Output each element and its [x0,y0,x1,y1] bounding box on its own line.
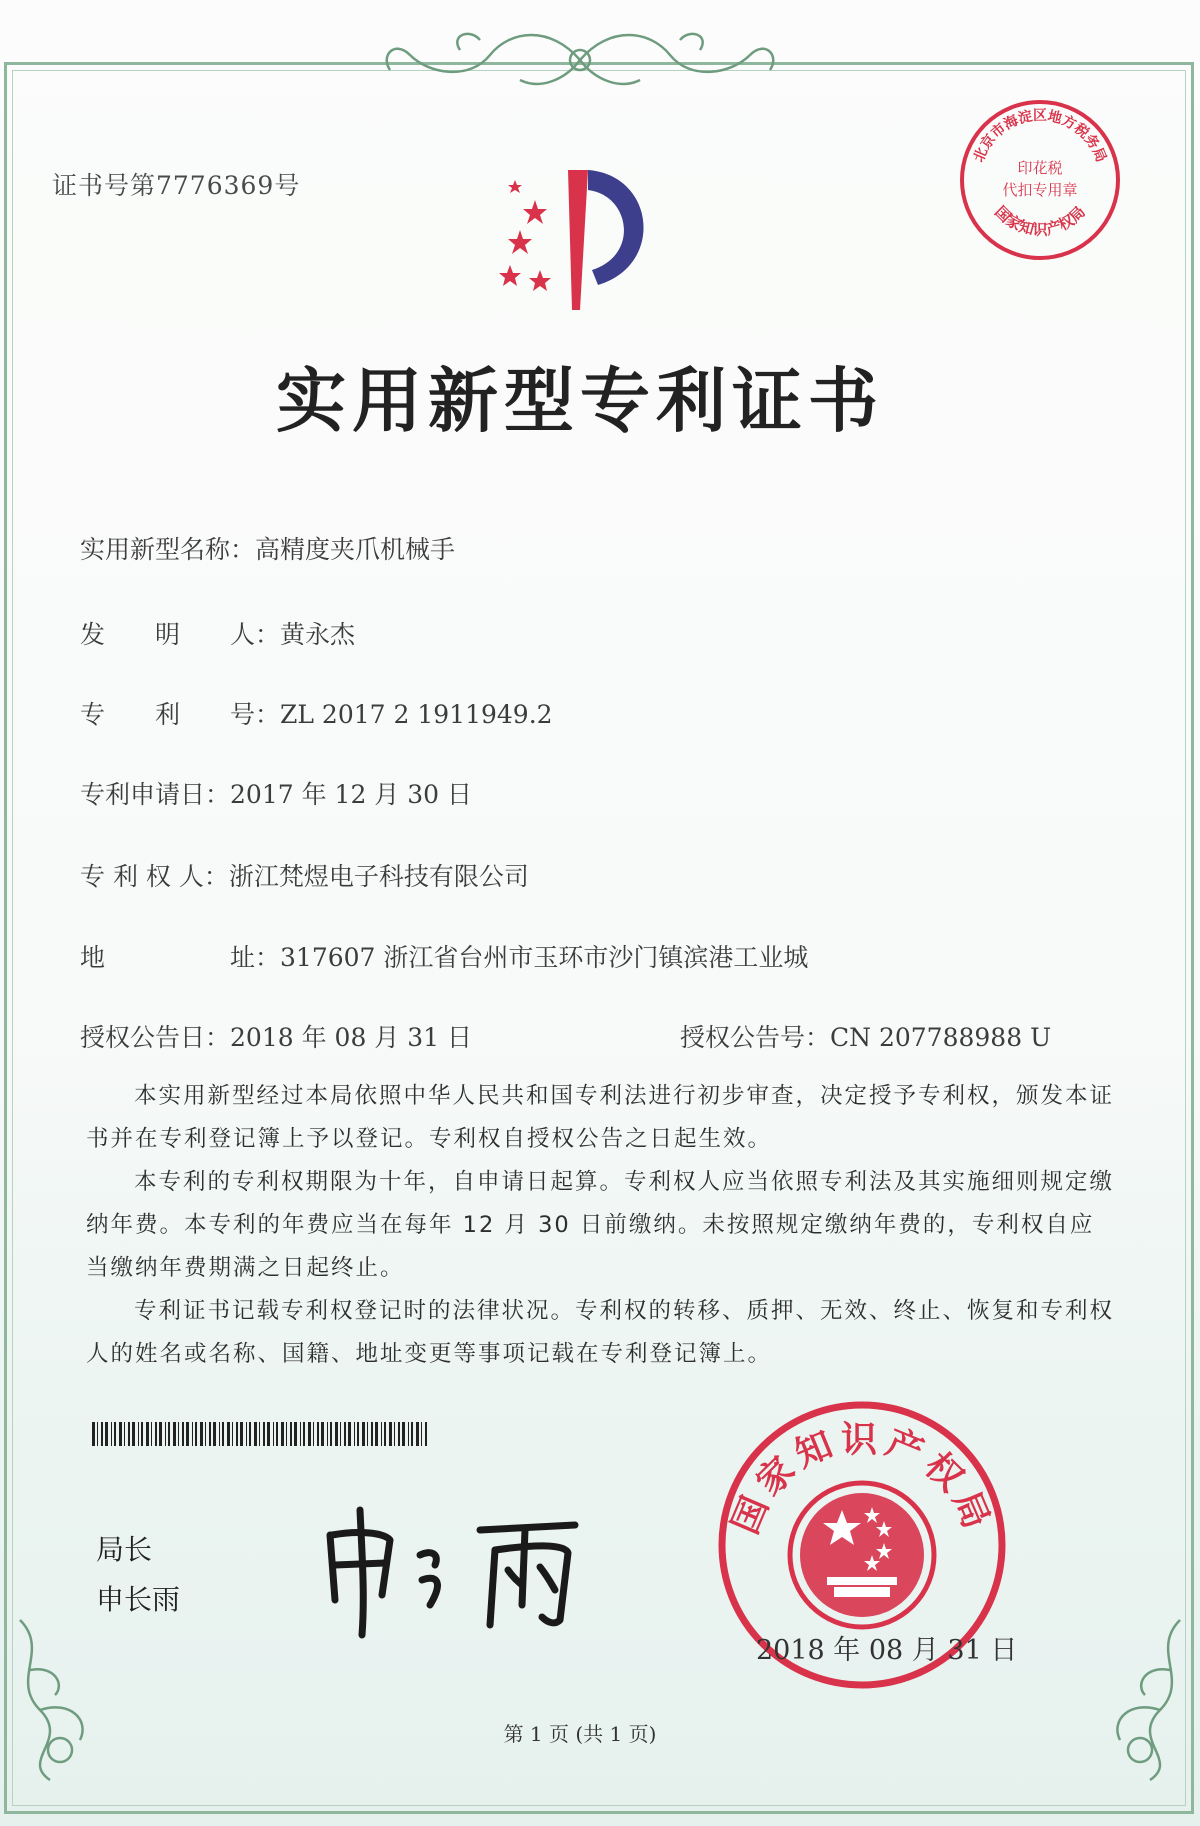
field-patent-no [80,695,553,731]
field-inventor-label: 发 明 人： [80,620,281,649]
field-name [80,530,455,566]
certificate-number: 证书号第7776369号 [52,171,301,200]
signer-title: 局长 [96,1533,153,1566]
svg-text:国家知识产权局 [991,203,1089,239]
page-number: 第 1 页 (共 1 页) [503,1722,657,1746]
field-inventor [80,615,355,651]
signer-name: 申长雨 [96,1583,181,1616]
handwritten-signature [310,1495,600,1645]
field-announce-no-label: 授权公告号： [680,1023,831,1052]
field-patentee-label: 专 利 权 人： [80,862,229,891]
paragraph-2: 本专利的专利权期限为十年，自申请日起算。专利权人应当依照专利法及其实施细则规定缴纳年费。本专利的年费应当在每年 12 月 30 日前缴纳。未按照规定缴纳年费的，专利权自应当缴纳年费期满之日起终止。 [86,1169,1115,1281]
field-announce-date-value: 2018 年 08 月 31 日 [230,1023,472,1052]
certificate-text [86,1075,1116,1376]
field-filing-date-label: 专利申请日： [80,780,231,809]
field-address [80,938,808,974]
stamp-line-3: 代扣专用章 [1002,181,1078,199]
field-address-value: 317607 浙江省台州市玉环市沙门镇滨港工业城 [280,943,809,972]
stamp-arc-top: 北京市海淀区地方税务局 [970,108,1110,165]
bottom-right-ornament [1090,1610,1200,1790]
certificate-title: 实用新型专利证书 [276,360,884,442]
field-patentee-value: 浙江梵煜电子科技有限公司 [228,862,529,891]
seal-arc-text: 国家知识产权局 [724,1419,1000,1541]
field-inventor-value: 黄永杰 [280,620,356,649]
patent-office-logo [480,160,680,320]
field-name-label: 实用新型名称： [80,535,256,564]
field-address-label: 地 址： [80,943,281,972]
bottom-left-ornament [0,1610,110,1790]
stamp-line-2: 印花税 [1017,159,1063,177]
tax-stamp [955,95,1125,265]
field-patent-no-label: 专 利 号： [80,700,281,729]
field-announce-no-value: CN 207788988 U [830,1023,1052,1052]
paragraph-1: 本实用新型经过本局依照中华人民共和国专利法进行初步审查，决定授予专利权，颁发本证书并在专利登记簿上予以登记。专利权自授权公告之日起生效。 [86,1083,1115,1152]
svg-text:北京市海淀区地方税务局 [971,107,1109,164]
field-name-value: 高精度夹爪机械手 [255,535,456,564]
field-announce-date [80,1018,472,1054]
stamp-arc-bottom: 国家知识产权局 [991,202,1089,239]
field-patent-no-value: ZL 2017 2 1911949.2 [280,700,553,729]
barcode [92,1422,432,1446]
field-announce-no [680,1018,1051,1054]
paragraph-3: 专利证书记载专利权登记时的法律状况。专利权的转移、质押、无效、终止、恢复和专利权人的姓名或名称、国籍、地址变更等事项记载在专利登记簿上。 [86,1298,1115,1367]
field-patentee [80,857,529,893]
field-filing-date-value: 2017 年 12 月 30 日 [230,780,472,809]
field-announce-date-label: 授权公告日： [80,1023,231,1052]
field-filing-date [80,775,472,811]
seal-date: 2018 年 08 月 31 日 [756,1635,1018,1666]
top-ornament [370,20,790,100]
